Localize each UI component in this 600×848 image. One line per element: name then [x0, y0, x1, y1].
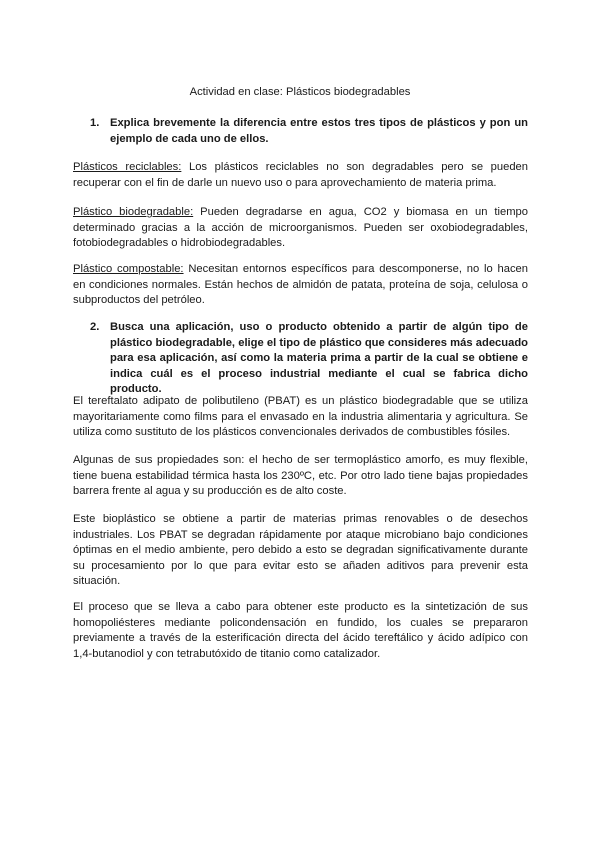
definition-text: Los plásticos reciclables no son degradables pero se pueden recuperar con el fin de darle un nuevo uso o para aprovechamiento de materia prima. [73, 161, 528, 189]
definition-term: Plástico compostable: [73, 263, 184, 275]
question-number: 2. [90, 321, 100, 333]
answer-paragraph: El proceso que se lleva a cabo para obtener este producto es la sintetización de sus homopoliésteres mediante policondensación en fundido, los cuales se prepararon previamente a través de la esterificación directa del ácido tereftálico y ácido adípico con 1,4-butanodiol y con tetrabutóxido de titanio como catalizador. [73, 601, 528, 660]
definition-compostable [73, 262, 528, 309]
question-1 [90, 116, 528, 147]
definition-term: Plástico biodegradable: [73, 206, 194, 218]
question-text: Explica brevemente la diferencia entre estos tres tipos de plásticos y pon un ejemplo de cada uno de ellos. [110, 117, 528, 145]
definition-biodegradable [73, 205, 528, 252]
answer-paragraph: Este bioplástico se obtiene a partir de materias primas renovables o de desechos industriales. Los PBAT se degradan rápidamente por ataque microbiano bajo condiciones óptimas en el medio ambiente, pero debido a esto se degradan significativamente durante su procesamiento por lo que para evitar esto se añaden aditivos para prevenir esta situación. [73, 513, 528, 587]
question-text: Busca una aplicación, uso o producto obtenido a partir de algún tipo de plástico biodegradable, elige el tipo de plástico que consideres más adecuado para esa aplicación, así como la materia prima a partir de la cual se obtiene e indica cuál es el proceso industrial mediante el cual se fabrica dicho producto. [110, 321, 528, 395]
definition-term: Plásticos reciclables: [73, 161, 182, 173]
definition-reciclables [73, 160, 528, 191]
answer-paragraph: Algunas de sus propiedades son: el hecho de ser termoplástico amorfo, es muy flexible, tiene buena estabilidad térmica hasta los 230ºC, etc. Por otro lado tiene bajas propiedades barrera frente al agua y su producción es de alto coste. [73, 454, 528, 497]
answer-paragraph: El tereftalato adipato de polibutileno (PBAT) es un plástico biodegradable que se utiliza mayoritariamente como films para el envasado en la industria alimentaria y agricultura. Se utiliza como sustituto de los plásticos convencionales derivados de combustibles fósiles. [73, 395, 528, 438]
document-title: Actividad en clase: Plásticos biodegradables [189, 86, 411, 98]
question-number: 1. [90, 117, 100, 129]
question-2 [90, 320, 528, 398]
definition-text: Pueden degradarse en agua, CO2 y biomasa en un tiempo determinado gracias a la acción de microorganismos. Pueden ser oxobiodegradables, fotobiodegradables o hidrobiodegradables. [73, 206, 528, 249]
definition-text: Necesitan entornos específicos para descomponerse, no lo hacen en condiciones normales. Están hechos de almidón de patata, proteína de soja, celulosa o subproductos del petróleo. [73, 263, 528, 306]
